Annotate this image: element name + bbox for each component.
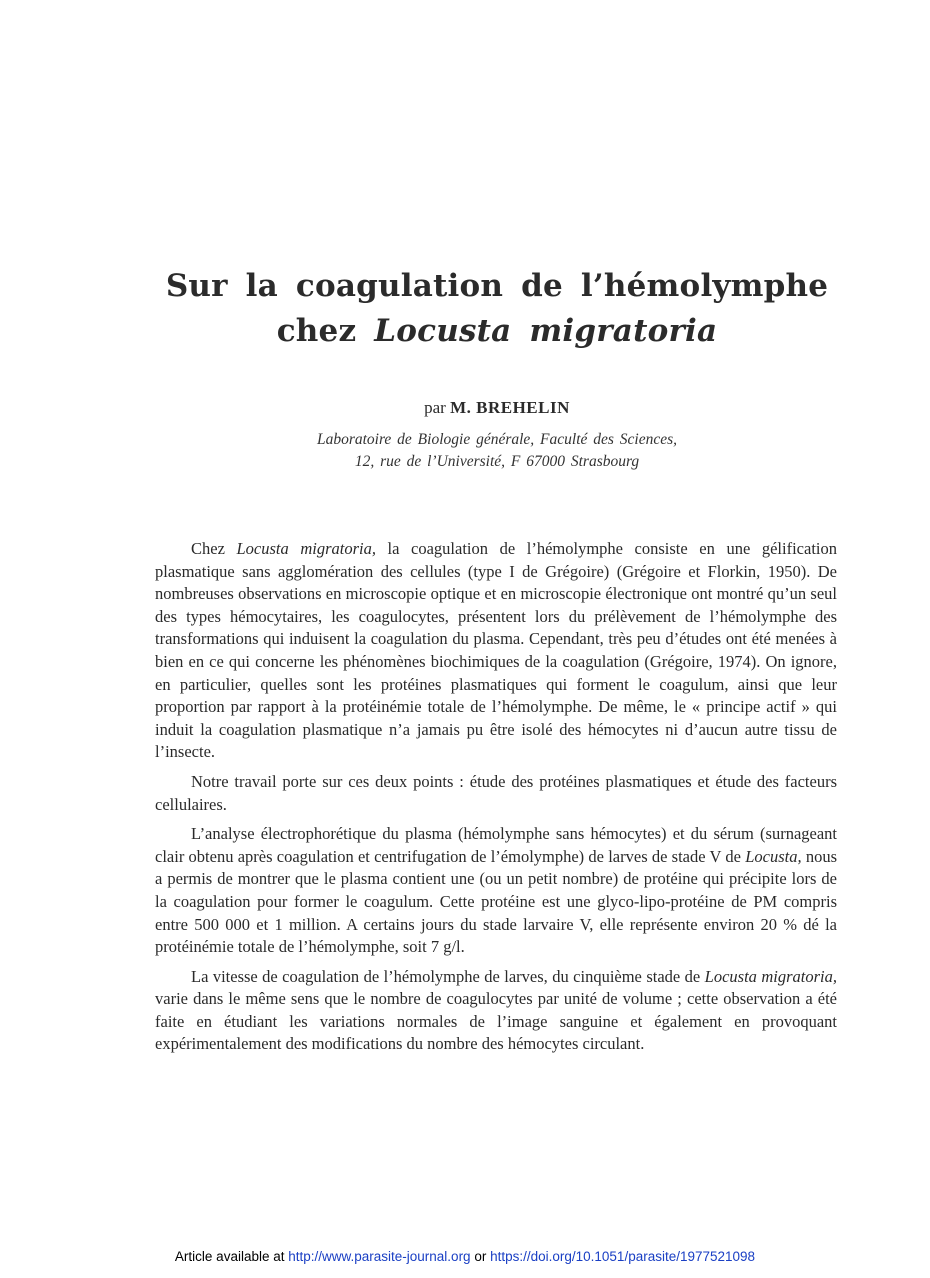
paragraph-4-start: La vitesse de coagulation de l’hémolymphe de larves, du cinquième stade de [191, 966, 705, 986]
journal-link[interactable]: http://www.parasite-journal.org [288, 1249, 471, 1264]
affiliation-line-1: Laboratoire de Biologie générale, Faculté des Sciences, [316, 431, 678, 448]
author-prefix: par [424, 398, 446, 417]
paragraph-4-rest: varie dans le même sens que le nombre de coagulocytes par unité de volume ; cette observation a été faite en étudiant les variations normales de l’image sanguine et également en provoquant expérimentalement des modifications du nombre des hémocytes circulant. [155, 989, 837, 1054]
title-prefix: chez [276, 313, 357, 349]
paragraph-1-start: Chez [191, 539, 237, 558]
author-line [0, 398, 930, 418]
paragraph-1-species: Locusta migratoria, [236, 539, 376, 558]
footer-middle: or [470, 1249, 491, 1264]
article-body [155, 538, 837, 1063]
paragraph-3-start: L’analyse électrophorétique du plasma (hémolymphe sans hémocytes) et du sérum (surnageant clair obtenu après coagulation et centrifugation de l’émolymphe) de larves de stade V de [155, 824, 837, 866]
doi-link[interactable]: https://doi.org/10.1051/parasite/1977521098 [490, 1249, 756, 1264]
paragraph-1 [155, 538, 837, 764]
paragraph-3-rest: nous a permis de montrer que le plasma contient une (ou un petit nombre) de protéine qui précipite lors de la coagulation pour former le coagulum. Cette protéine est une glyco-lipo-protéine de PM compris entre 500 000 et 1 million. A certains jours du stade larvaire V, elle représente environ 20 % dé la protéinémie totale de l’hémolymphe, soit 7 g/l. [155, 846, 837, 957]
author-name: M. BREHELIN [450, 398, 570, 417]
paragraph-4-species: Locusta migratoria, [704, 966, 837, 986]
affiliation-line-2: 12, rue de l’Université, F 67000 Strasbourg [354, 453, 640, 470]
paragraph-1-rest: la coagulation de l’hémolymphe consiste en une gélification plasmatique sans agglomération des cellules (type I de Grégoire) (Grégoire et Florkin, 1950). De nombreuses observations en microscopie optique et en microscopie électronique ont montré qu’un seul des types hémocytaires, les coagulocytes, présentent lors du prélèvement de l’hémolymphe des transformations qui induisent la coagulation du plasma. Cependant, très peu d’études ont été menées à bien en ce qui concerne les phénomènes biochimiques de la coagulation (Grégoire, 1974). On ignore, en particulier, quelles sont les protéines plasmatiques qui forment le coagulum, ainsi que leur proportion par rapport à la protéinémie totale de l’hémolymphe. De même, le « principe actif » qui induit la coagulation plasmatique n’a jamais pu être isolé des hémocytes ni d’aucun autre tissu de l’insecte. [155, 539, 837, 762]
paragraph-4 [155, 966, 837, 1056]
title-species: Locusta migratoria [374, 313, 718, 349]
paragraph-3 [155, 823, 837, 959]
paragraph-2: Notre travail porte sur ces deux points : étude des protéines plasmatiques et étude des facteurs cellulaires. [155, 771, 837, 814]
availability-footer [0, 1249, 930, 1264]
article-title-line-2 [0, 313, 930, 349]
paragraph-3-species: Locusta, [745, 846, 802, 866]
footer-prefix: Article available at [174, 1249, 289, 1264]
article-title-line-1: Sur la coagulation de l’hémolymphe [165, 268, 829, 304]
